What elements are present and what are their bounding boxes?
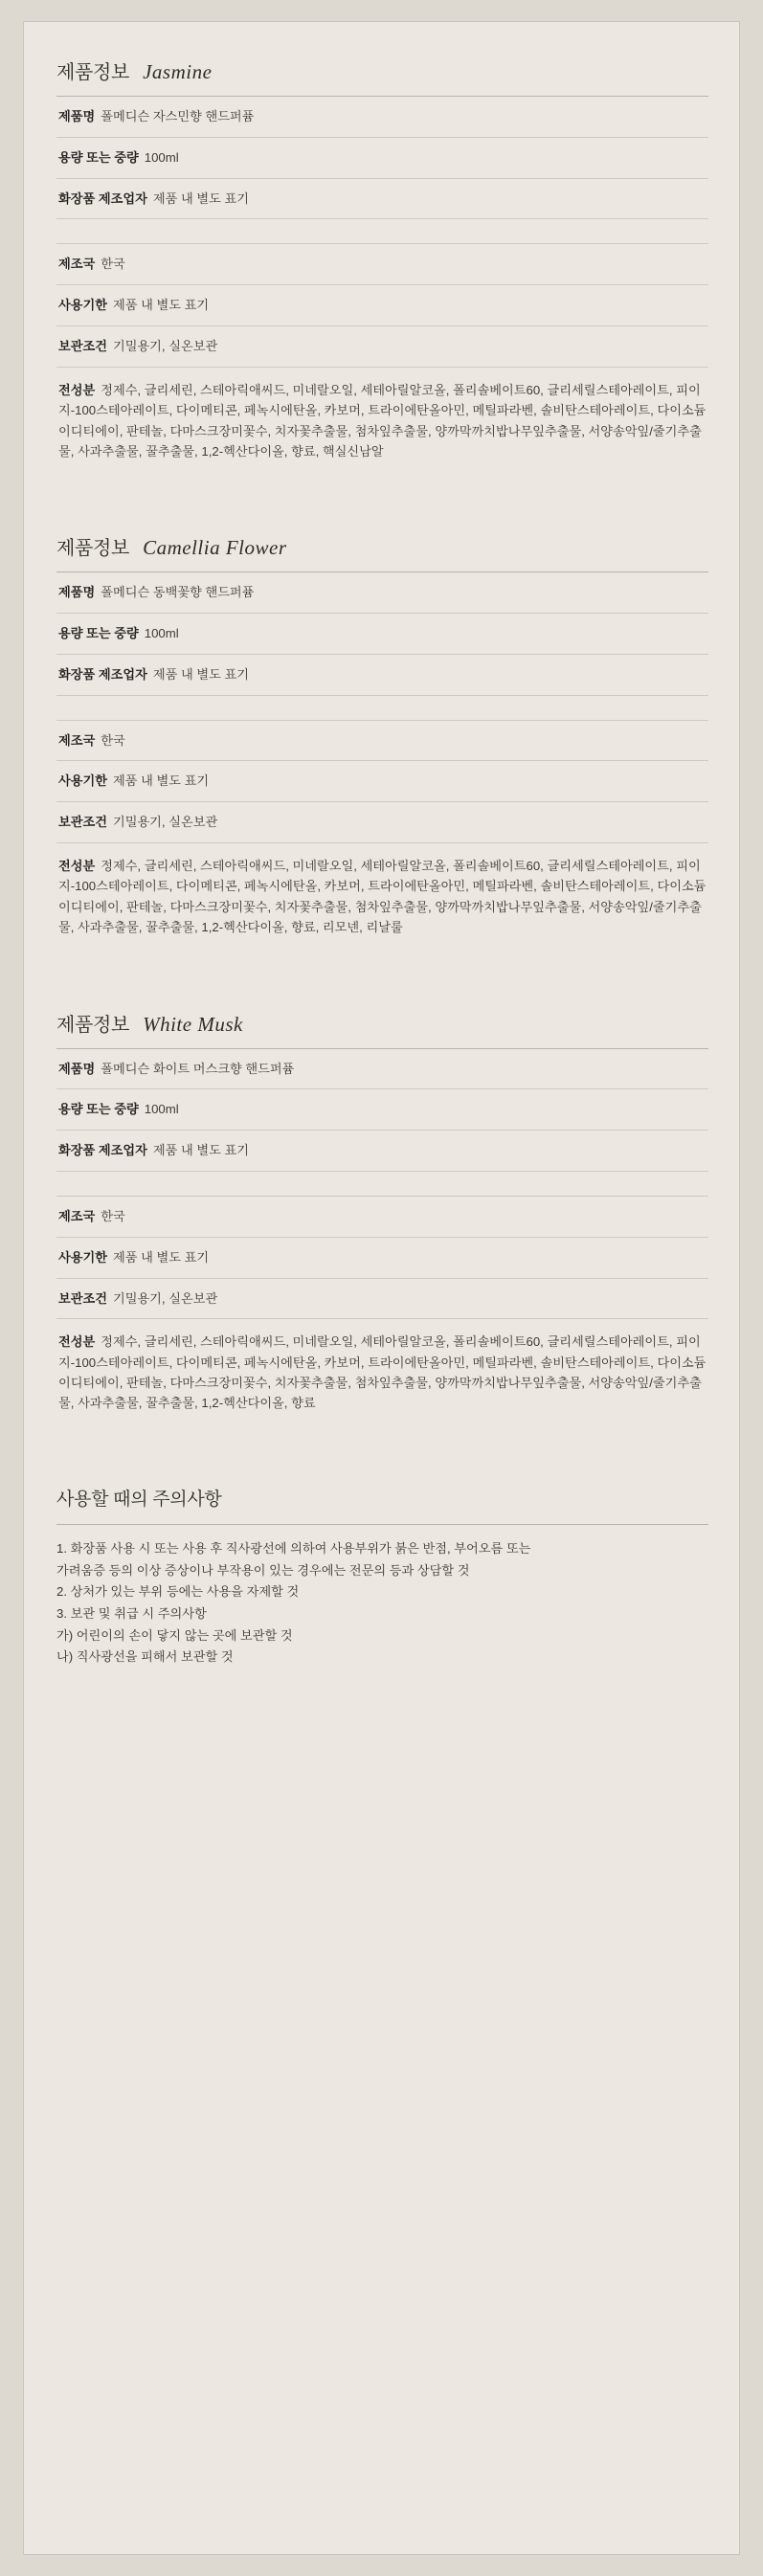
spec-value: 폴메디슨 자스민향 핸드퍼퓸 (101, 109, 255, 123)
product-heading (56, 1009, 708, 1048)
product-heading (56, 56, 708, 96)
spec-row (56, 1049, 708, 1090)
spec-label: 사용기한 (58, 1249, 107, 1265)
content-inner (56, 56, 708, 1669)
spec-label: 사용기한 (58, 298, 107, 313)
ingredients-label: 전성분 (58, 382, 96, 397)
spec-row-ingredients (56, 368, 708, 478)
spec-label: 제조국 (58, 257, 96, 272)
spec-value: 100ml (144, 626, 179, 641)
spec-label: 용량 또는 중량 (58, 626, 139, 641)
spec-value: 제품 내 별도 표기 (112, 298, 210, 313)
spec-label: 사용기한 (58, 773, 107, 789)
content-sheet (23, 21, 740, 2555)
spec-label: 보관조건 (58, 1290, 107, 1306)
product-heading-ko: 제품정보 (56, 1014, 130, 1036)
product-block (56, 1009, 708, 1429)
spec-row (56, 179, 708, 220)
spec-label: 화장품 제조업자 (58, 1143, 147, 1158)
spec-row (56, 97, 708, 138)
spec-row-blank (56, 219, 708, 244)
ingredients-label: 전성분 (58, 1334, 96, 1350)
product-heading-ko: 제품정보 (56, 538, 130, 560)
spec-value: 기밀용기, 실온보관 (112, 1290, 218, 1306)
spec-row (56, 326, 708, 368)
spec-row (56, 1131, 708, 1172)
spec-value: 한국 (101, 257, 125, 272)
spec-label: 제조국 (58, 732, 96, 748)
spec-label: 화장품 제조업자 (58, 666, 147, 682)
product-heading-en: Jasmine (143, 60, 213, 83)
spec-value: 한국 (101, 732, 125, 748)
product-heading (56, 532, 708, 571)
spec-row (56, 655, 708, 696)
spec-value: 폴메디슨 화이트 머스크향 핸드퍼퓸 (101, 1061, 295, 1076)
spec-label: 보관조건 (58, 815, 107, 830)
spec-value: 제품 내 별도 표기 (152, 666, 250, 682)
spec-value: 한국 (101, 1208, 125, 1223)
spec-value: 제품 내 별도 표기 (112, 773, 210, 789)
spec-row (56, 138, 708, 179)
precautions-block (56, 1485, 708, 1669)
spec-value: 기밀용기, 실온보관 (112, 815, 218, 830)
spec-row-ingredients (56, 843, 708, 953)
spec-label: 제조국 (58, 1208, 96, 1223)
spec-value: 기밀용기, 실온보관 (112, 338, 218, 353)
spec-label: 화장품 제조업자 (58, 190, 147, 206)
spec-label: 용량 또는 중량 (58, 149, 139, 165)
spec-label: 용량 또는 중량 (58, 1102, 139, 1117)
spec-row-blank (56, 696, 708, 721)
spec-row (56, 1238, 708, 1279)
precaution-line: 2. 상처가 있는 부위 등에는 사용을 자제할 것 (56, 1584, 300, 1600)
spec-row (56, 802, 708, 843)
spec-row-ingredients (56, 1319, 708, 1429)
ingredients-label: 전성분 (58, 859, 96, 874)
product-spec-table (56, 96, 708, 477)
spec-row (56, 614, 708, 655)
product-heading-ko: 제품정보 (56, 62, 130, 83)
product-heading-en: White Musk (143, 1012, 243, 1036)
spec-row (56, 1197, 708, 1238)
product-heading-en: Camellia Flower (143, 536, 287, 560)
product-block (56, 56, 708, 477)
spec-value: 제품 내 별도 표기 (112, 1249, 210, 1265)
precaution-line: 나) 직사광선을 피해서 보관할 것 (56, 1649, 234, 1665)
product-spec-table (56, 571, 708, 952)
spec-row (56, 572, 708, 614)
spec-row (56, 1279, 708, 1320)
precaution-line: 1. 화장품 사용 시 또는 사용 후 직사광선에 의하여 사용부위가 붉은 반점, 부어오름 또는 (56, 1540, 531, 1556)
spec-row (56, 721, 708, 762)
precautions-body (56, 1524, 708, 1669)
spec-row (56, 761, 708, 802)
spec-value: 100ml (144, 1102, 179, 1117)
ingredients-value: 정제수, 글리세린, 스테아릭애씨드, 미네랄오일, 세테아릴알코올, 폴리솔베이트60, 글리세릴스테아레이트, 피이지-100스테아레이트, 다이메티콘, 페녹시에탄올, 카보머, 트라이에탄올아민, 메틸파라벤, 솔비탄스테아레이트, 다이소듐이디티에이, 판테놀, 다마스크장미꽃수, 치자꽃추출물, 첨차잎추출물, 양까막까치밥나무잎추출물, 서양송악잎/줄기추출물, 사과추출물, 꿀추출물, 1,2-헥산다이올, 향료, 핵실신남알 (58, 382, 707, 459)
ingredients-value: 정제수, 글리세린, 스테아릭애씨드, 미네랄오일, 세테아릴알코올, 폴리솔베이트60, 글리세릴스테아레이트, 피이지-100스테아레이트, 다이메티콘, 페녹시에탄올, 카보머, 트라이에탄올아민, 메틸파라벤, 솔비탄스테아레이트, 다이소듐이디티에이, 판테놀, 다마스크장미꽃수, 치자꽃추출물, 첨차잎추출물, 양까막까치밥나무잎추출물, 서양송악잎/줄기추출물, 사과추출물, 꿀추출물, 1,2-헥산다이올, 향료, 리모넨, 리날룰 (58, 859, 707, 935)
spec-row (56, 285, 708, 326)
spec-value: 100ml (144, 149, 179, 165)
spec-label: 제품명 (58, 585, 96, 600)
spec-value: 제품 내 별도 표기 (152, 190, 250, 206)
spec-value: 폴메디슨 동백꽃향 핸드퍼퓸 (101, 585, 255, 600)
precautions-title: 사용할 때의 주의사항 (56, 1489, 222, 1510)
precaution-line: 가려움증 등의 이상 증상이나 부작용이 있는 경우에는 전문의 등과 상담할 것 (56, 1562, 470, 1578)
spec-label: 제품명 (58, 1061, 96, 1076)
spec-row-blank (56, 1172, 708, 1197)
spec-label: 보관조건 (58, 338, 107, 353)
precaution-line: 가) 어린이의 손이 닿지 않는 곳에 보관할 것 (56, 1627, 293, 1643)
ingredients-value: 정제수, 글리세린, 스테아릭애씨드, 미네랄오일, 세테아릴알코올, 폴리솔베이트60, 글리세릴스테아레이트, 피이지-100스테아레이트, 다이메티콘, 페녹시에탄올, 카보머, 트라이에탄올아민, 메틸파라벤, 솔비탄스테아레이트, 다이소듐이디티에이, 판테놀, 다마스크장미꽃수, 치자꽃추출물, 첨차잎추출물, 양까막까치밥나무잎추출물, 서양송악잎/줄기추출물, 사과추출물, 꿀추출물, 1,2-헥산다이올, 향료 (58, 1334, 707, 1411)
spec-value: 제품 내 별도 표기 (152, 1143, 250, 1158)
precaution-line: 3. 보관 및 취급 시 주의사항 (56, 1605, 207, 1621)
spec-row (56, 1089, 708, 1131)
spec-label: 제품명 (58, 109, 96, 123)
spec-row (56, 244, 708, 285)
product-block (56, 532, 708, 952)
product-spec-table (56, 1048, 708, 1429)
